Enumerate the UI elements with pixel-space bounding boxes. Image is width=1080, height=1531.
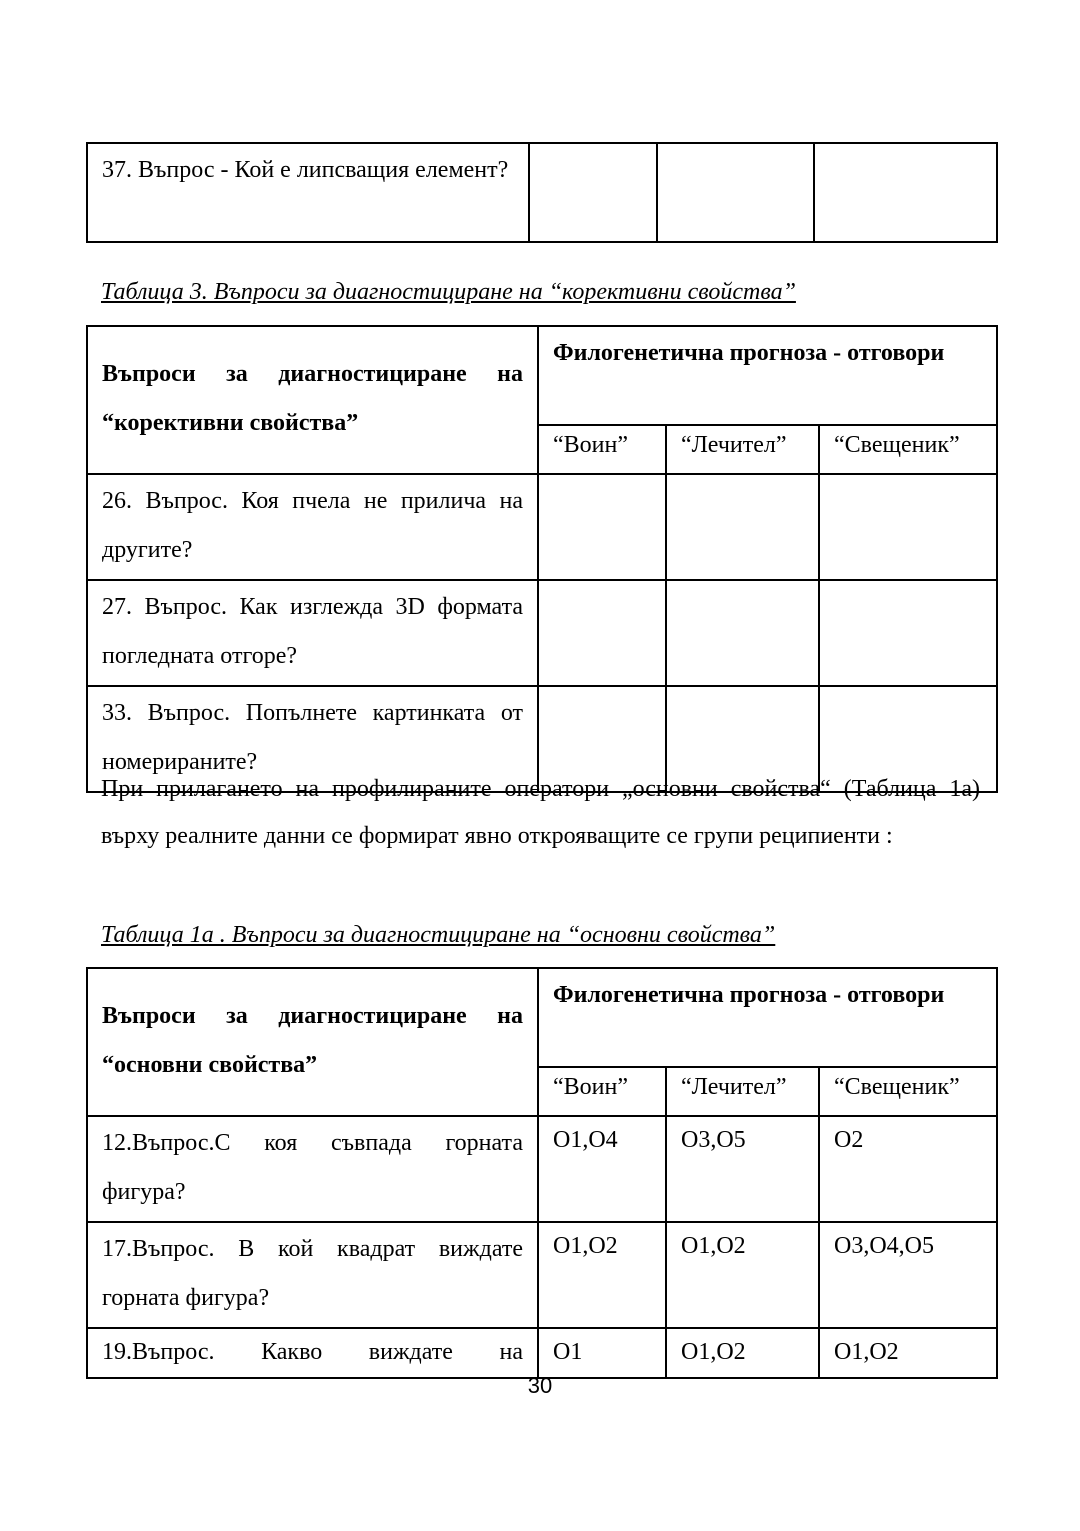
question-cell: 26. Въпрос. Коя пчела не прилича на другите? — [87, 474, 538, 580]
column-header-healer: “Лечител” — [666, 1067, 819, 1116]
question-cell: 33. Въпрос. Попълнете картинката от номерираните? — [87, 686, 538, 792]
column-header-warrior: “Воин” — [538, 425, 666, 474]
answer-cell — [814, 143, 997, 242]
table-row — [87, 474, 997, 580]
answer-cell: O1,O2 — [819, 1328, 997, 1378]
answer-cell: O1 — [538, 1328, 666, 1378]
column-header-priest: “Свещеник” — [819, 425, 997, 474]
table-1a — [86, 967, 998, 1379]
answer-cell — [657, 143, 814, 242]
body-paragraph: При прилагането на профилираните оператори „основни свойства“ (Таблица 1а) върху реалните данни се формират явно открояващите се групи реципиенти : — [101, 776, 980, 849]
answer-cell — [819, 580, 997, 686]
answer-cell: O3,O4,O5 — [819, 1222, 997, 1328]
answer-cell: O1,O2 — [666, 1222, 819, 1328]
answer-cell: O1,O4 — [538, 1116, 666, 1222]
continued-table — [86, 142, 998, 243]
header-question: Въпроси за диагностициране на “основни свойства” — [87, 968, 538, 1116]
table-3-caption: Таблица 3. Въпроси за диагностициране на “корективни свойства” — [101, 279, 796, 305]
column-header-healer: “Лечител” — [666, 425, 819, 474]
answer-cell — [666, 580, 819, 686]
table-3 — [86, 325, 998, 793]
column-header-warrior: “Воин” — [538, 1067, 666, 1116]
question-cell: 27. Въпрос. Как изглежда 3D формата погледната отгоре? — [87, 580, 538, 686]
question-cell: 19.Въпрос. Какво виждате на — [87, 1328, 538, 1378]
question-cell: 37. Въпрос - Кой е липсващия елемент? — [87, 143, 529, 242]
table-1a-caption: Таблица 1а . Въпроси за диагностициране на “основни свойства” — [101, 922, 776, 948]
answer-cell: O2 — [819, 1116, 997, 1222]
answer-cell: O3,O5 — [666, 1116, 819, 1222]
header-forecast: Филогенетична прогноза - отговори — [538, 968, 997, 1067]
header-forecast: Филогенетична прогноза - отговори — [538, 326, 997, 425]
answer-cell — [538, 580, 666, 686]
table-row — [87, 1328, 997, 1378]
answer-cell — [529, 143, 657, 242]
table-row — [87, 143, 997, 242]
question-cell: 12.Въпрос.С коя съвпада горната фигура? — [87, 1116, 538, 1222]
page-number: 30 — [527, 1373, 553, 1398]
answer-cell — [538, 474, 666, 580]
answer-cell: O1,O2 — [538, 1222, 666, 1328]
table-row — [87, 1222, 997, 1328]
column-header-priest: “Свещеник” — [819, 1067, 997, 1116]
answer-cell: O1,O2 — [666, 1328, 819, 1378]
question-cell: 17.Въпрос. В кой квадрат виждате горната фигура? — [87, 1222, 538, 1328]
table-header-row — [87, 968, 997, 1067]
table-row — [87, 580, 997, 686]
table-row — [87, 1116, 997, 1222]
answer-cell — [819, 474, 997, 580]
table-header-row — [87, 326, 997, 425]
answer-cell — [666, 474, 819, 580]
header-question: Въпроси за диагностициране на “корективни свойства” — [87, 326, 538, 474]
